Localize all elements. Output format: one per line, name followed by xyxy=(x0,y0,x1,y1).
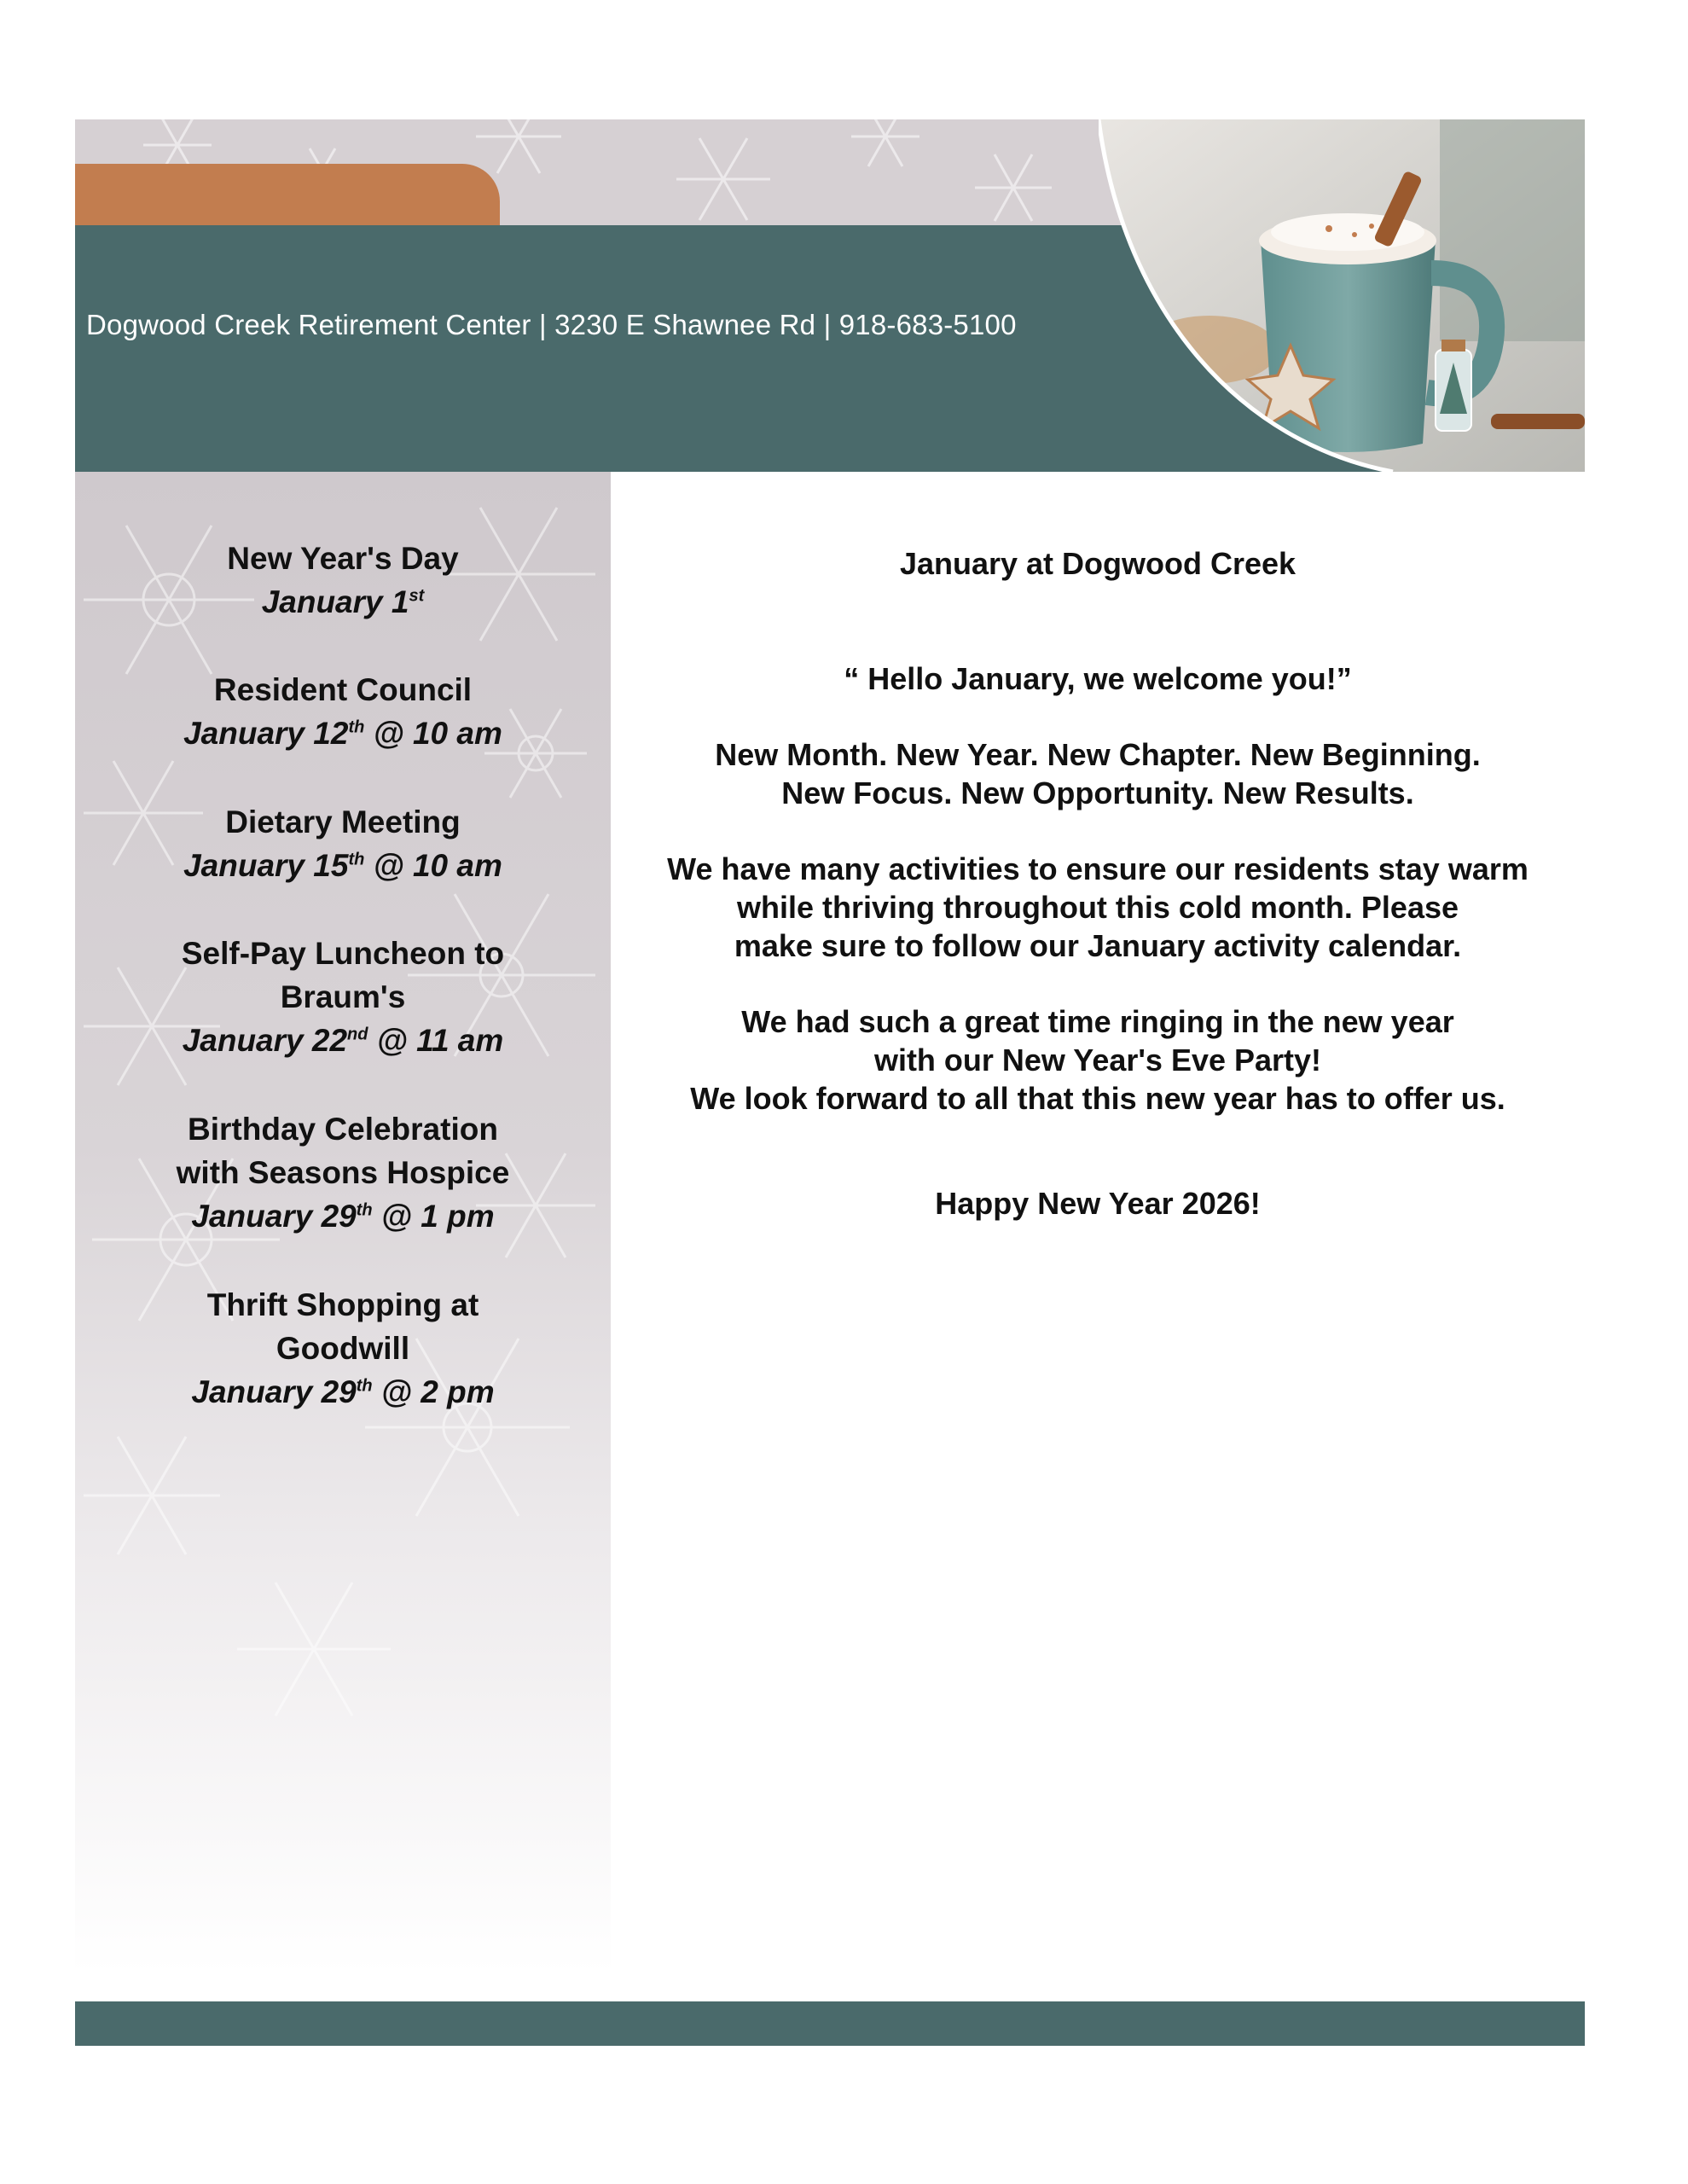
text-line: while thriving throughout this cold month. Please xyxy=(736,890,1459,925)
event-date: January 1st xyxy=(261,584,425,619)
cocoa-mug-photo xyxy=(1099,119,1585,472)
greeting: “ Hello January, we welcome you!” xyxy=(844,661,1352,696)
activities-paragraph xyxy=(611,850,1585,965)
event-birthday-celebration xyxy=(75,1107,611,1238)
text-line: We have many activities to ensure our residents stay warm xyxy=(667,851,1528,886)
event-name: New Year's Day xyxy=(227,541,459,576)
text-line: with our New Year's Eve Party! xyxy=(873,1043,1322,1077)
page-title: January at Dogwood Creek xyxy=(899,546,1296,581)
org-contact-line: Dogwood Creek Retirement Center | 3230 E Shawnee Rd | 918-683-5100 xyxy=(86,309,1017,340)
party-paragraph xyxy=(611,1002,1585,1118)
accent-tab xyxy=(75,164,500,225)
event-name: Goodwill xyxy=(276,1331,410,1366)
event-dietary-meeting xyxy=(75,800,611,887)
event-thrift-shopping xyxy=(75,1283,611,1414)
event-name: with Seasons Hospice xyxy=(176,1155,510,1190)
text-line: We look forward to all that this new year has to offer us. xyxy=(690,1081,1505,1116)
text-line: make sure to follow our January activity calendar. xyxy=(734,928,1462,963)
event-new-years-day xyxy=(75,537,611,624)
event-name: Birthday Celebration xyxy=(188,1112,498,1147)
event-resident-council xyxy=(75,668,611,755)
event-self-pay-luncheon xyxy=(75,932,611,1062)
event-date: January 15th @ 10 am xyxy=(183,848,502,883)
footer-band xyxy=(75,2001,1585,2046)
event-name: Self-Pay Luncheon to xyxy=(181,936,505,971)
text-line: New Focus. New Opportunity. New Results. xyxy=(781,775,1414,810)
event-name: Thrift Shopping at xyxy=(206,1287,479,1322)
closing-line: Happy New Year 2026! xyxy=(935,1186,1261,1221)
event-name: Dietary Meeting xyxy=(225,804,461,839)
text-line: New Month. New Year. New Chapter. New Beginning. xyxy=(715,737,1481,772)
event-date: January 12th @ 10 am xyxy=(183,716,502,751)
text-line: We had such a great time ringing in the new year xyxy=(741,1004,1454,1039)
event-date: January 29th @ 1 pm xyxy=(191,1199,495,1234)
event-name: Braum's xyxy=(280,979,406,1014)
event-date: January 29th @ 2 pm xyxy=(191,1374,495,1409)
event-name: Resident Council xyxy=(213,672,473,707)
mantra-paragraph xyxy=(611,735,1585,812)
event-date: January 22nd @ 11 am xyxy=(182,1023,504,1058)
